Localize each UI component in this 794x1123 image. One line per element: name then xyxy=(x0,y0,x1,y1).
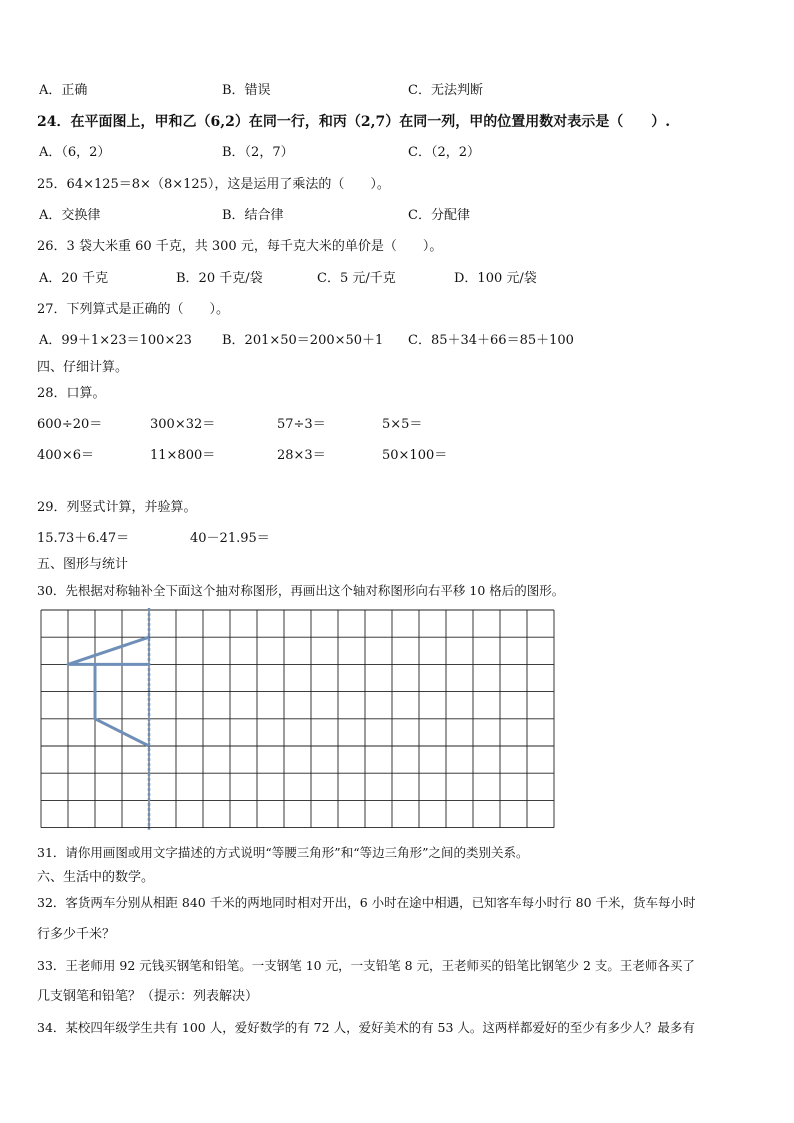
q27-option-a: A．99＋1×23＝100×23 xyxy=(39,333,192,348)
q26-option-d: D．100 元/袋 xyxy=(454,271,537,286)
q33-line-2: 几支钢笔和铅笔？（提示：列表解决） xyxy=(37,989,259,1004)
q23-option-b: B．错误 xyxy=(222,83,271,98)
grid-lines xyxy=(41,610,554,828)
q25-option-c: C．分配律 xyxy=(408,208,470,223)
q34-line-1: 34．某校四年级学生共有 100 人，爱好数学的有 72 人，爱好美术的有 53 人。这两样都爱好的至少有多少人？最多有 xyxy=(37,1020,695,1035)
q33-line-1: 33．王老师用 92 元钱买钢笔和铅笔。一支钢笔 10 元，一支铅笔 8 元，王老师买的铅笔比钢笔少 2 支。王老师各买了 xyxy=(37,958,695,973)
section-6-heading: 六、生活中的数学。 xyxy=(37,870,155,885)
q26-option-c: C．5 元/千克 xyxy=(317,271,396,286)
q32-line-1: 32．客货两车分别从相距 840 千米的两地同时相对开出，6 小时在途中相遇，已知客车每小时行 80 千米，货车每小时 xyxy=(37,895,696,910)
q25-option-b: B．结合律 xyxy=(222,208,284,223)
q26-option-a: A．20 千克 xyxy=(39,271,109,286)
q29-expr-1: 15.73＋6.47＝ xyxy=(37,531,130,546)
q28-expr: 300×32＝ xyxy=(150,417,216,432)
q28-expr: 28×3＝ xyxy=(277,448,326,463)
q23-option-a: A．正确 xyxy=(39,83,88,98)
q31-stem: 31．请你用画图或用文字描述的方式说明“等腰三角形”和“等边三角形”之间的类别关系。 xyxy=(37,845,529,860)
q27-option-c: C．85＋34＋66＝85＋100 xyxy=(408,333,574,348)
q29-stem: 29．列竖式计算，并验算。 xyxy=(37,500,197,515)
q29-expr-2: 40－21.95＝ xyxy=(190,531,270,546)
q28-expr: 600÷20＝ xyxy=(37,417,103,432)
q25-option-a: A．交换律 xyxy=(39,208,101,223)
q24-option-b: B．（2，7） xyxy=(222,145,294,160)
q27-option-b: B．201×50＝200×50＋1 xyxy=(222,333,384,348)
q26-option-b: B．20 千克/袋 xyxy=(176,271,263,286)
q27-stem: 27．下列算式是正确的（ ）。 xyxy=(37,302,230,317)
q28-expr: 400×6＝ xyxy=(37,448,94,463)
q23-option-c: C．无法判断 xyxy=(408,83,483,98)
q28-expr: 50×100＝ xyxy=(382,448,448,463)
q30-stem: 30．先根据对称轴补全下面这个抽对称图形，再画出这个轴对称图形向右平移 10 格后的图形。 xyxy=(37,583,565,598)
q32-line-2: 行多少千米？ xyxy=(37,927,116,942)
q26-stem: 26．3 袋大米重 60 千克，共 300 元，每千克大米的单价是（ ）。 xyxy=(37,239,443,254)
q24-option-a: A．（6，2） xyxy=(39,145,111,160)
section-4-heading: 四、仔细计算。 xyxy=(37,360,129,375)
q28-expr: 11×800＝ xyxy=(150,448,216,463)
q28-expr: 57÷3＝ xyxy=(277,417,326,432)
q24-stem: 24．在平面图上，甲和乙（6,2）在同一行，和丙（2,7）在同一列，甲的位置用数对表示是（ ）. xyxy=(37,114,671,130)
q25-stem: 25．64×125＝8×（8×125），这是运用了乘法的（ ）。 xyxy=(37,177,390,192)
q28-expr: 5×5＝ xyxy=(382,417,423,432)
q28-stem: 28．口算。 xyxy=(37,386,106,401)
q24-option-c: C．（2，2） xyxy=(408,145,480,160)
section-5-heading: 五、图形与统计 xyxy=(37,557,129,572)
